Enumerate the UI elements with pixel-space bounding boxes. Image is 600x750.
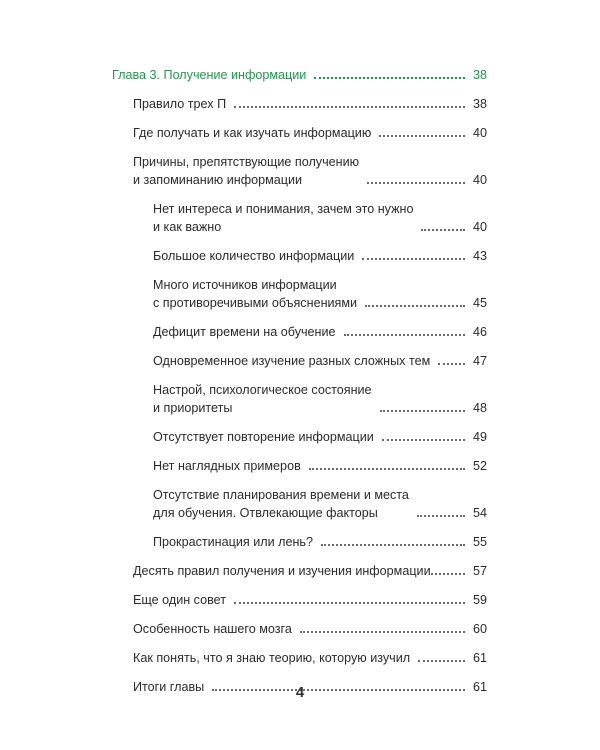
toc-entry-title (153, 533, 313, 551)
toc-entry-title-line: Нет интереса и понимания, зачем это нужно (153, 202, 414, 216)
toc-entry[interactable] (112, 124, 487, 142)
toc-entry-title-line: Отсутствие планирования времени и места (153, 488, 409, 502)
toc-entry-title-line: Одновременное изучение разных сложных тем (153, 354, 431, 368)
toc-entry-title (112, 66, 306, 84)
toc-entry-page: 40 (472, 173, 487, 187)
dot-leader (418, 660, 465, 662)
toc-entry-page: 40 (472, 126, 487, 140)
toc-entry-page: 59 (472, 593, 487, 607)
toc-entry[interactable] (112, 95, 487, 113)
dot-leader (321, 544, 465, 546)
dot-leader (380, 410, 465, 412)
toc-entry-title-line: Как понять, что я знаю теорию, которую изучил (133, 651, 411, 665)
toc-entry-title (153, 323, 336, 341)
toc-entry-title-line: Итоги главы (133, 680, 205, 694)
toc-entry[interactable] (112, 620, 487, 638)
toc-entry-page: 61 (472, 680, 487, 694)
toc-entry-page: 40 (472, 220, 487, 234)
toc-entry-page: 38 (472, 68, 487, 82)
dot-leader (362, 258, 465, 260)
page-number: 4 (295, 684, 305, 701)
toc-entry[interactable] (112, 428, 487, 446)
toc-entry-title-line: Причины, препятствующие получению (133, 155, 360, 169)
toc-entry[interactable] (112, 533, 487, 551)
toc-entry-title (153, 352, 430, 370)
table-of-contents (112, 66, 487, 707)
toc-entry-title (153, 276, 357, 312)
toc-entry-title-line: Особенность нашего мозга (133, 622, 292, 636)
toc-entry-title-line: Много источников информации (153, 278, 337, 292)
toc-entry-title (133, 649, 410, 667)
toc-entry-title (153, 428, 374, 446)
dot-leader (234, 602, 465, 604)
toc-entry-title (133, 124, 371, 142)
toc-entry-title-line: с противоречивыми объяснениями (153, 296, 358, 310)
dot-leader (421, 229, 465, 231)
dot-leader (367, 182, 465, 184)
toc-entry[interactable] (112, 153, 487, 189)
toc-entry-title (133, 562, 431, 580)
toc-entry-page: 55 (472, 535, 487, 549)
toc-entry-title-line: и приоритеты (153, 401, 233, 415)
toc-entry-title-line: для обучения. Отвлекающие факторы (153, 506, 378, 520)
toc-entry-title-line: Десять правил получения и изучения информации (133, 564, 431, 578)
toc-entry[interactable] (112, 323, 487, 341)
toc-entry-title-line: Где получать и как изучать информацию (133, 126, 372, 140)
toc-entry[interactable] (112, 381, 487, 417)
toc-entry[interactable] (112, 352, 487, 370)
toc-entry[interactable] (112, 200, 487, 236)
toc-entry-title-line: Правило трех П (133, 97, 227, 111)
toc-entry[interactable] (112, 649, 487, 667)
toc-entry-page: 43 (472, 249, 487, 263)
toc-entry-page: 61 (472, 651, 487, 665)
toc-entry-title-line: Прокрастинация или лень? (153, 535, 313, 549)
dot-leader (365, 305, 465, 307)
toc-entry-title (153, 247, 354, 265)
dot-leader (438, 363, 465, 365)
dot-leader (234, 106, 465, 108)
dot-leader (417, 515, 465, 517)
toc-entry-title-line: Большое количество информации (153, 249, 355, 263)
toc-chapter-entry[interactable] (112, 66, 487, 84)
toc-entry-title-line: Отсутствует повторение информации (153, 430, 374, 444)
toc-entry-title-line: Глава 3. Получение информации (112, 68, 307, 82)
toc-entry-title-line: Дефицит времени на обучение (153, 325, 336, 339)
toc-entry-title-line: Нет наглядных примеров (153, 459, 301, 473)
dot-leader (382, 439, 465, 441)
dot-leader (431, 573, 465, 575)
toc-entry-title (153, 486, 409, 522)
toc-entry-page: 52 (472, 459, 487, 473)
toc-entry[interactable] (112, 562, 487, 580)
toc-entry[interactable] (112, 247, 487, 265)
dot-leader (300, 631, 465, 633)
toc-entry-title (133, 620, 292, 638)
toc-entry-title-line: Еще один совет (133, 593, 227, 607)
toc-entry-page: 38 (472, 97, 487, 111)
toc-entry-title (133, 95, 226, 113)
toc-entry-page: 54 (472, 506, 487, 520)
dot-leader (309, 468, 465, 470)
toc-entry-page: 45 (472, 296, 487, 310)
dot-leader (314, 77, 465, 79)
toc-entry-page: 49 (472, 430, 487, 444)
toc-entry-title (153, 381, 372, 417)
toc-entry-page: 57 (472, 564, 487, 578)
toc-entry-title (133, 153, 359, 189)
toc-entry-title-line: Настрой, психологическое состояние (153, 383, 372, 397)
toc-entry-title (133, 591, 226, 609)
toc-entry-title-line: и как важно (153, 220, 222, 234)
toc-entry[interactable] (112, 457, 487, 475)
toc-entry-title-line: и запоминанию информации (133, 173, 303, 187)
toc-entry-page: 48 (472, 401, 487, 415)
toc-entry[interactable] (112, 276, 487, 312)
dot-leader (379, 135, 465, 137)
dot-leader (344, 334, 465, 336)
toc-entry[interactable] (112, 486, 487, 522)
toc-entry[interactable] (112, 591, 487, 609)
toc-entry-title (153, 200, 413, 236)
toc-entry-title (153, 457, 301, 475)
toc-entry-page: 47 (472, 354, 487, 368)
toc-entry-page: 60 (472, 622, 487, 636)
toc-entry-page: 46 (472, 325, 487, 339)
